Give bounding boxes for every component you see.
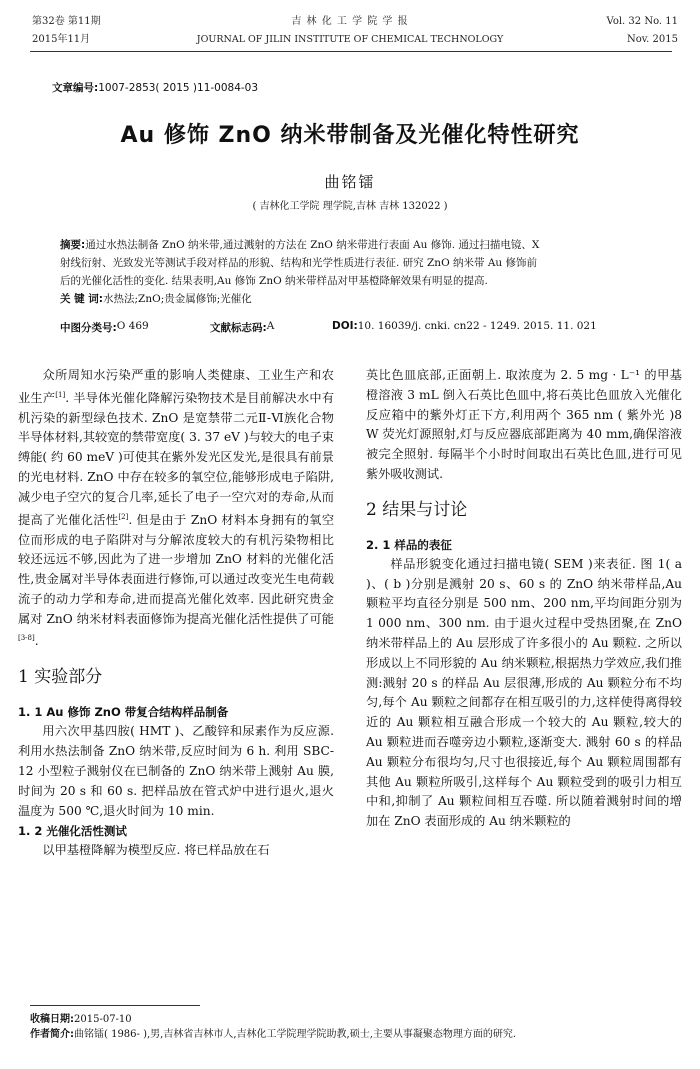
citation-2: [2] xyxy=(118,512,129,521)
keywords-value: 水热法;ZnO;贵金属修饰;光催化 xyxy=(103,293,252,305)
abstract-line-1: 通过水热法制备 ZnO 纳米带,通过溅射的方法在 ZnO 纳米带进行表面 Au 修饰. 通过扫描电镜、X xyxy=(85,239,540,251)
clc-label: 中图分类号: xyxy=(60,322,117,334)
footnote xyxy=(30,1012,680,1042)
author-bio: 曲铭镭( 1986- ),男,吉林省吉林市人,吉林化工学院理学院助教,硕士,主要从事凝聚态物理方面的研究. xyxy=(74,1029,517,1040)
subsection-1-1-heading: 1. 1 Au 修饰 ZnO 带复合结构样品制备 xyxy=(18,705,229,720)
abstract xyxy=(60,236,650,308)
subsection-2-1-text: 样品形貌变化通过扫描电镜( SEM )来表征. 图 1( a )、( b )分别是溅射 20 s、60 s 的 ZnO 纳米带样品,Au 颗粒平均直径分别是 500 nm、200 nm,平均间距分别为 1 000 nm、300 nm. 由于退火过程中受热团聚,在 ZnO 纳米带样品上的 Au 层形成了许多很小的 Au 颗粒. 之所以形成以上不同形貌的 Au 纳米颗粒,根据热力学效应,我们推测:溅射 20 s 的样品 Au 层很薄,形成的 Au 颗粒分布不均匀,每个 Au 颗粒之间都存在相互吸引的力,这样使得离得较近的 Au 颗粒相互融合形成一个较大的 Au 颗粒,较大的 Au 颗粒进而吞噬旁边小颗粒,逐渐变大. 溅射 60 s 的样品 Au 颗粒分布很均匀,尺寸也很接近,每个 Au 颗粒周围都有其他 Au 颗粒所吸引,这样每个 Au 颗粒受到的吸引力相互中和,抑制了 Au 颗粒间相互吞噬. 所以随着溅射时间的增加在 ZnO 表面形成的 Au 纳米颗粒的 xyxy=(366,556,682,829)
doi-value: 10. 16039/j. cnki. cn22 - 1249. 2015. 11. 021 xyxy=(357,320,597,332)
doc-code-value: A xyxy=(266,320,275,332)
issue-date-en: Nov. 2015 xyxy=(626,34,678,45)
footnote-rule xyxy=(30,1005,200,1006)
author-name: 曲铭镭 xyxy=(324,173,376,191)
citation-3-8: [3-8] xyxy=(18,634,35,643)
author-affiliation: ( 吉林化工学院 理学院,吉林 吉林 132022 ) xyxy=(252,201,448,212)
abstract-line-2: 射线衍射、光致发光等测试手段对样品的形貌、结构和光学性质进行表征. 研究 ZnO 纳米带 Au 修饰前 xyxy=(60,257,538,269)
citation-1: [1] xyxy=(55,390,66,399)
clc-value: O 469 xyxy=(116,320,149,332)
section-2-heading: 2 结果与讨论 xyxy=(366,499,468,520)
keywords-label: 关 键 词: xyxy=(60,293,104,305)
bio-label: 作者简介: xyxy=(30,1029,74,1040)
article-number-label: 文章编号: xyxy=(52,82,99,94)
doi-label: DOI: xyxy=(332,320,358,332)
test-method-text: 英比色皿底部,正面朝上. 取浓度为 2. 5 mg · L⁻¹ 的甲基橙溶液 3 mL 倒入石英比色皿中,将石英比色皿放入光催化反应箱中的紫外灯正下方,利用两个 365 nm ( 紫外光 )8 W 荧光灯源照射,灯与反应器底部距离为 40 mm,确保溶液被完全照射. 每隔半个小时时间取出石英比色皿,进行可见紫外吸收测试. xyxy=(366,368,682,481)
intro-paragraph: 众所周知水污染严重的影响人类健康、工业生产和农业生产[1]. 半导体光催化降解污染物技术是目前解决水中有机污染的新型绿色技术. ZnO 是宽禁带二元Ⅱ-Ⅵ族化合物半导体材料,其较宽的禁带宽度( 3. 37 eV )与较大的电子束缚能( 约 60 meV )可使其在紫外发光区发光,是很具有前景的光电材料. ZnO 中存在较多的氧空位,能够形成电子陷阱,减少电子空穴的复合几率,延长了电子一空穴对的寿命,从而提高了光催化活性[2]. 但是由于 ZnO 材料本身拥有的氧空位而形成的电子陷阱对与分解浓度较大的有机污染物相比较还远远不够,因此为了进一步增加 ZnO 材料的光催化活性,贵金属对半导体表面进行修饰,可以通过改变光生电荷载流子的动力学和寿命,进而提高光催化效率. 因此研究贵金属对 ZnO 纳米材料表面修饰为提高光催化活性提供了可能[3-8]. xyxy=(18,368,335,649)
received-label: 收稿日期: xyxy=(30,1014,74,1025)
abstract-label: 摘要: xyxy=(60,239,86,251)
volume-issue-en: Vol. 32 No. 11 xyxy=(606,16,678,27)
subsection-1-1-text: 用六次甲基四胺( HMT )、乙酸锌和尿素作为反应源. 利用水热法制备 ZnO 纳米带,反应时间为 6 h. 利用 SBC-12 小型粒子溅射仪在已制备的 ZnO 纳米带上溅射 Au 膜,时间为 20 s 和 60 s. 把样品放在管式炉中进行退火,退火温度为 500 ℃,退火时间为 10 min. xyxy=(18,724,334,818)
left-column xyxy=(18,366,334,861)
paper-title: Au 修饰 ZnO 纳米带制备及光催化特性研究 xyxy=(120,123,580,148)
article-number-value: 1007-2853( 2015 )11-0084-03 xyxy=(98,82,259,94)
journal-title-cn: 吉 林 化 工 学 院 学 报 xyxy=(291,16,409,27)
received-date: 2015-07-10 xyxy=(74,1014,132,1025)
subsection-2-1-heading: 2. 1 样品的表征 xyxy=(366,537,452,552)
subsection-1-2-heading: 1. 2 光催化活性测试 xyxy=(18,824,127,839)
abstract-line-3: 后的光催化活性的变化. 结果表明,Au 修饰 ZnO 纳米带样品对甲基橙降解效果有明显的提高. xyxy=(60,275,488,287)
volume-issue: 第32卷 第11期 xyxy=(32,16,101,27)
right-column xyxy=(366,366,682,832)
section-1-heading: 1 实验部分 xyxy=(18,667,103,688)
article-number xyxy=(52,80,258,95)
header-rule xyxy=(30,51,672,52)
doc-code-label: 文献标志码: xyxy=(210,322,267,334)
issue-date: 2015年11月 xyxy=(32,34,91,45)
subsection-1-2-text: 以甲基橙降解为模型反应. 将已样品放在石 xyxy=(42,843,270,858)
journal-title-en: JOURNAL OF JILIN INSTITUTE OF CHEMICAL TECHNOLOGY xyxy=(196,34,504,45)
classification-row xyxy=(60,320,660,338)
